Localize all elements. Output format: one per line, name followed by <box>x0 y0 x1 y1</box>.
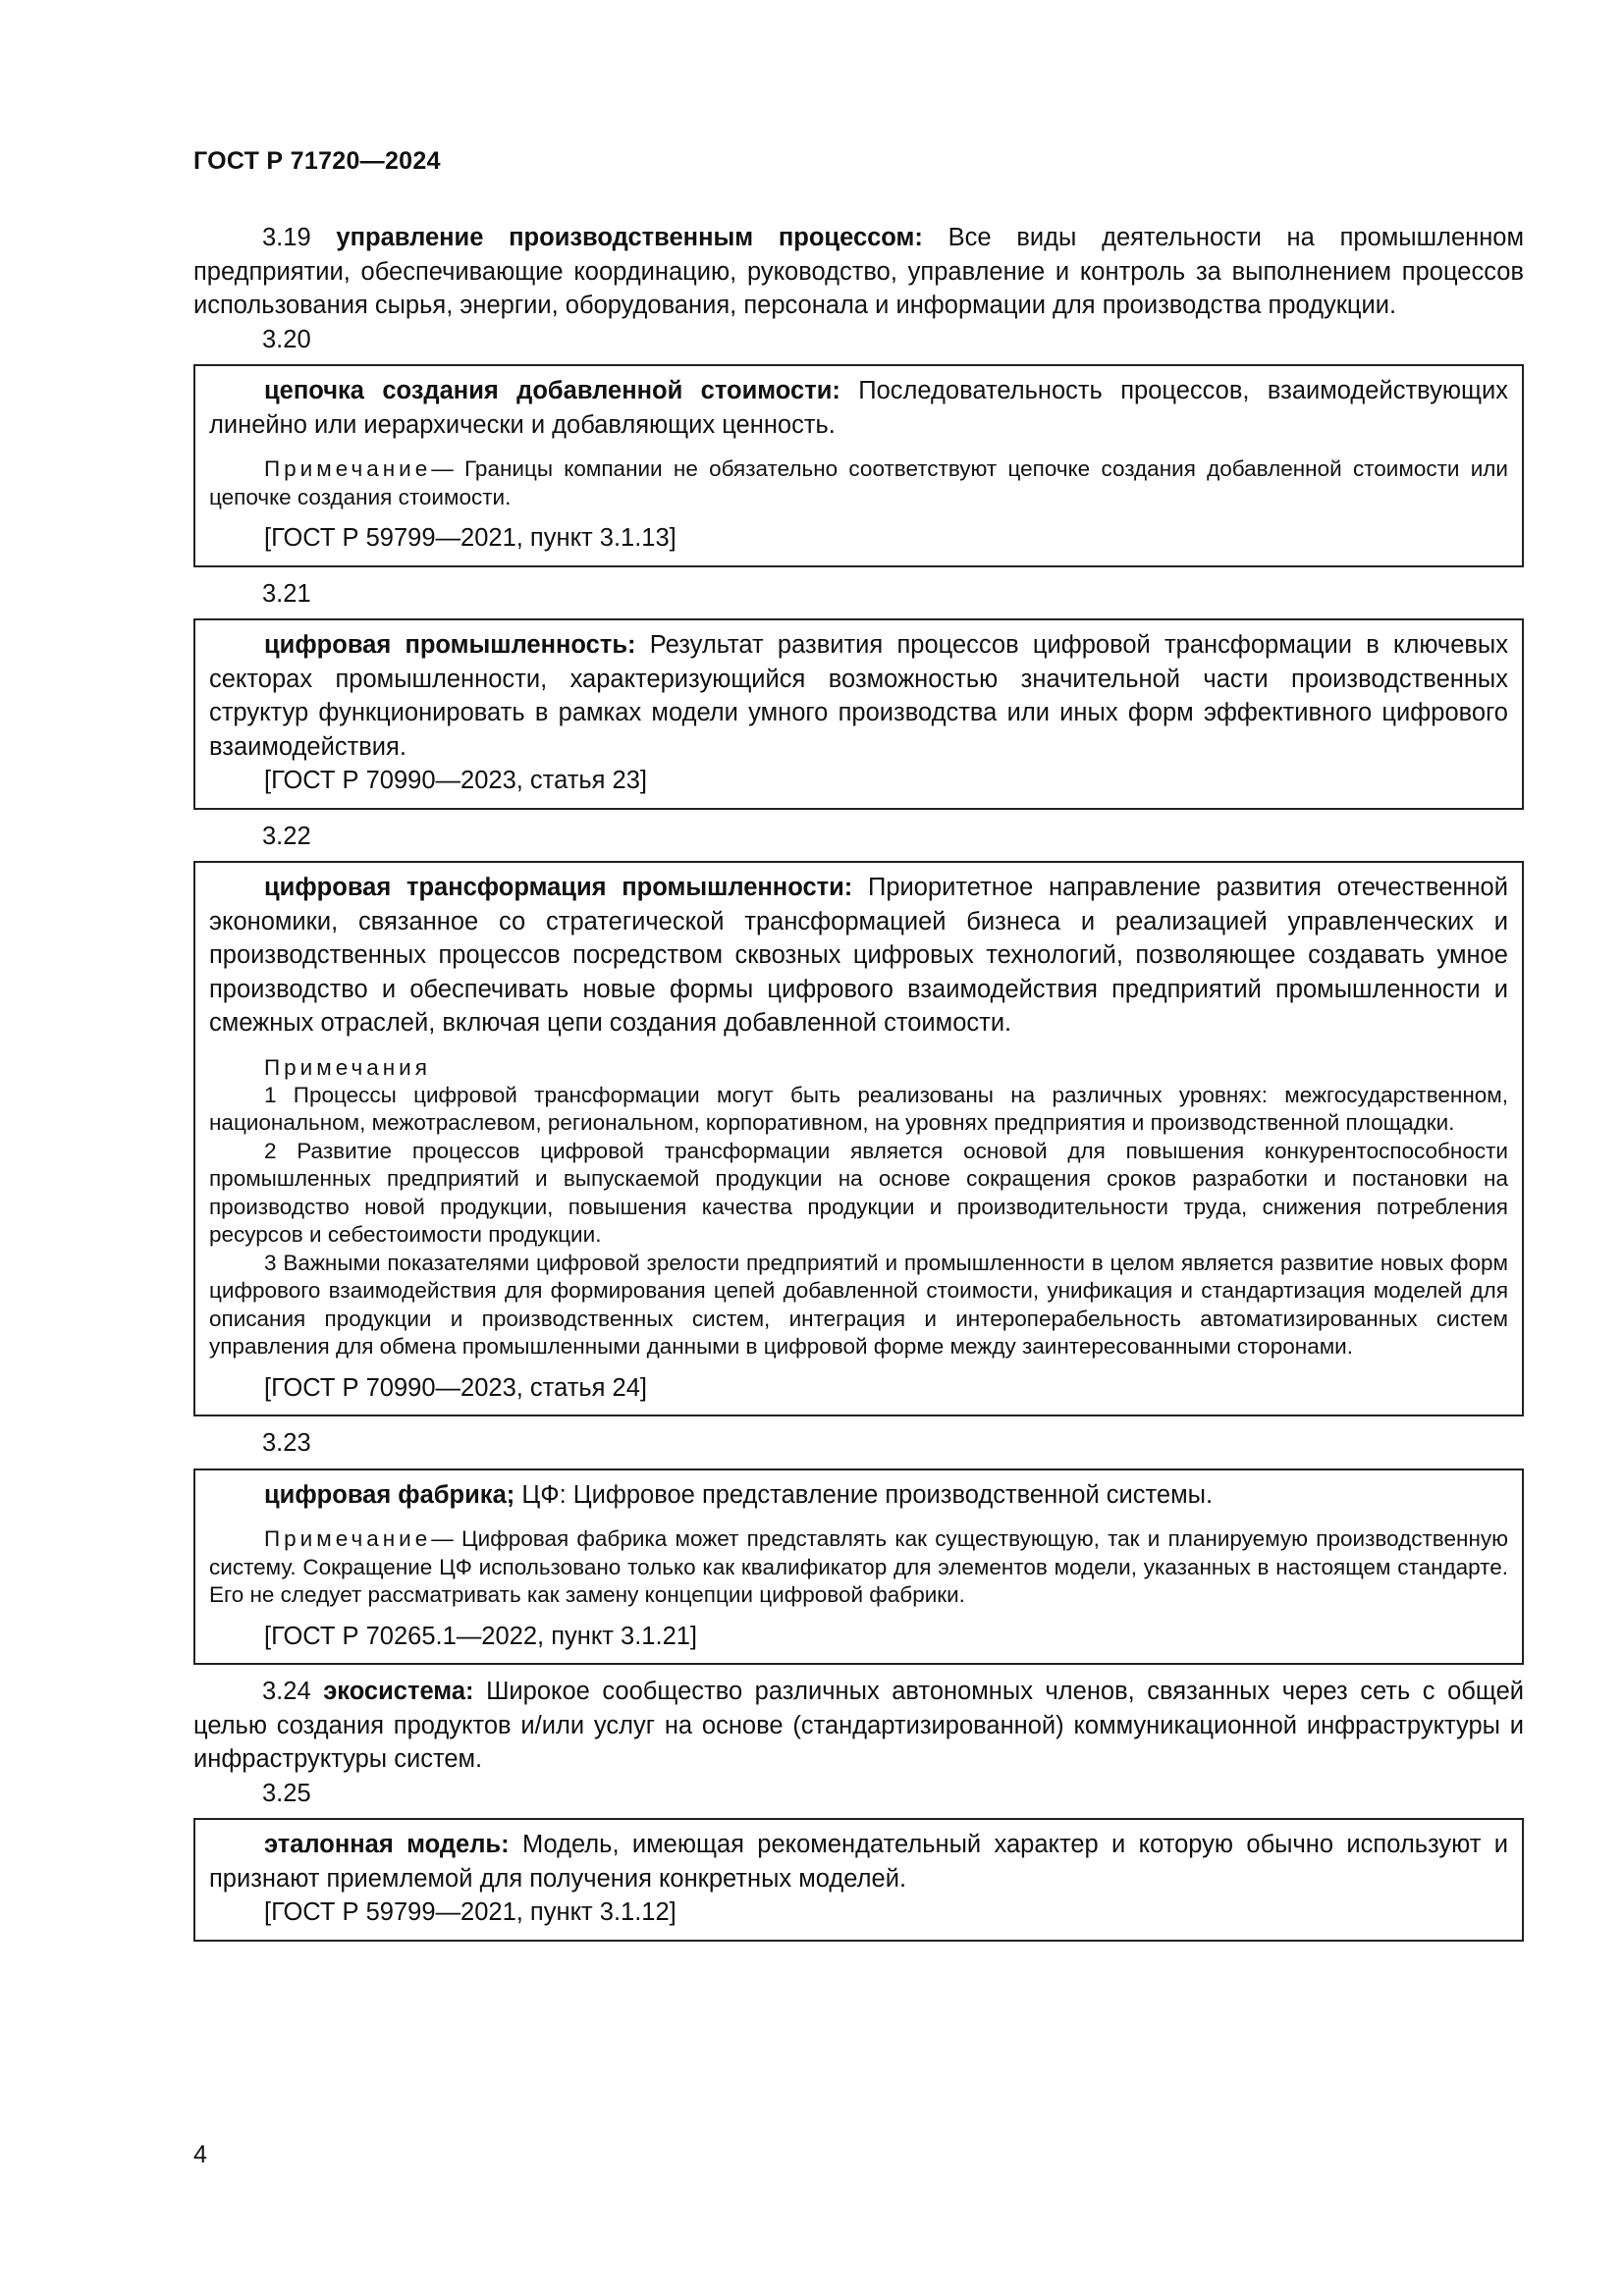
source-reference: [ГОСТ Р 70990—2023, статья 23] <box>264 767 647 794</box>
term: управление производственным процессом: <box>336 224 923 251</box>
document-body <box>193 221 1524 1951</box>
source-reference: [ГОСТ Р 59799—2021, пункт 3.1.12] <box>264 1898 677 1926</box>
note <box>209 455 1508 511</box>
source-reference: [ГОСТ Р 70265.1—2022, пункт 3.1.21] <box>264 1622 698 1650</box>
entry-box-3-25 <box>193 1818 1524 1942</box>
entry-box-3-22 <box>193 861 1524 1416</box>
entry-number: 3.20 <box>262 325 311 353</box>
entry-number: 3.24 <box>262 1678 311 1705</box>
entry-number: 3.22 <box>262 822 311 850</box>
definition: Все виды деятельности на промышленном предприятии, обеспечивающие координацию, руководство, управление и контроль за выполнением процессов использования сырья, энергии, оборудования, персонала и информации для производства продукции. <box>193 224 1525 319</box>
term: цифровая фабрика; <box>264 1480 515 1509</box>
note-text: — Границы компании не обязательно соответствуют цепочке создания добавленной стоимости или цепочке создания стоимости. <box>209 456 1508 509</box>
term: экосистема: <box>323 1678 474 1705</box>
document-header: ГОСТ Р 71720—2024 <box>193 147 441 175</box>
notes-title: Примечания <box>264 1054 431 1080</box>
note <box>209 1525 1508 1610</box>
definition: Приоритетное направление развития отечественной экономики, связанное со стратегической трансформацией бизнеса и реализацией управленческих и производственных процессов посредством сквозных цифровых технологий, позволяющее создавать умное производство и обеспечивать новые формы цифрового взаимодействия предприятий промышленности и смежных отраслей, включая цепи создания добавленной стоимости. <box>209 874 1508 1037</box>
entry-3-19 <box>193 221 1524 323</box>
entry-number: 3.25 <box>262 1779 311 1807</box>
note-item: 2 Развитие процессов цифровой трансформации является основой для повышения конкурентоспособности промышленных предприятий и выпускаемой продукции на основе сокращения сроков разработки и постановки на производство новой продукции, повышения качества продукции и производительности труда, снижения потребления ресурсов и себестоимости продукции. <box>209 1138 1508 1247</box>
entry-box-3-21 <box>193 618 1524 810</box>
note-label: Примечание <box>264 1526 432 1551</box>
definition: Модель, имеющая рекомендательный характер и которую обычно используют и признают приемлемой для получения конкретных моделей. <box>209 1831 1508 1893</box>
note-item: 3 Важными показателями цифровой зрелости предприятий и промышленности в целом является развитие новых форм цифрового взаимодействия для формирования цепей добавленной стоимости, унификация и стандартизация моделей для описания продукции и производственных систем, интеграция и интероперабельность автоматизированных систем управления для обмена промышленными данными в цифровой форме между заинтересованными сторонами. <box>209 1250 1508 1359</box>
note-label: Примечание <box>264 456 432 481</box>
term: эталонная модель: <box>264 1831 510 1858</box>
term: цифровая промышленность: <box>264 631 636 659</box>
term: цепочка создания добавленной стоимости: <box>264 377 840 404</box>
source-reference: [ГОСТ Р 70990—2023, статья 24] <box>264 1373 647 1402</box>
abbreviation: ЦФ: <box>521 1480 567 1509</box>
definition: Цифровое представление производственной системы. <box>572 1480 1214 1509</box>
entry-box-3-23 <box>193 1468 1524 1666</box>
page-number: 4 <box>193 2141 207 2168</box>
note-text: — Цифровая фабрика может представлять как существующую, так и планируемую производственную систему. Сокращение ЦФ использовано только как квалификатор для элементов модели, указанных в настоящем стандарте. Его не следует рассматривать как замену концепции цифровой фабрики. <box>209 1526 1508 1607</box>
definition: Широкое сообщество различных автономных членов, связанных через сеть с общей целью создания продуктов и/или услуг на основе (стандартизированной) коммуникационной инфраструктуры и инфраструктуры систем. <box>193 1678 1524 1773</box>
source-reference: [ГОСТ Р 59799—2021, пункт 3.1.13] <box>264 524 677 552</box>
definition: Результат развития процессов цифровой трансформации в ключевых секторах промышленности, характеризующийся возможностью значительной части производственных структур функционировать в рамках модели умного производства или иных форм эффективного цифрового взаимодействия. <box>209 631 1509 761</box>
entry-number: 3.21 <box>262 579 311 608</box>
definition: Последовательность процессов, взаимодействующих линейно или иерархически и добавляющих ценность. <box>209 377 1508 439</box>
entry-box-3-20 <box>193 364 1524 567</box>
note-item: 1 Процессы цифровой трансформации могут быть реализованы на различных уровнях: межгосударственном, национальном, межотраслевом, региональном, корпоративном, на уровнях предприятия и производственной площадки. <box>209 1082 1508 1135</box>
entry-number: 3.19 <box>262 224 311 251</box>
entry-number: 3.23 <box>262 1429 311 1457</box>
term: цифровая трансформация промышленности: <box>264 874 853 901</box>
entry-3-24 <box>193 1675 1524 1777</box>
